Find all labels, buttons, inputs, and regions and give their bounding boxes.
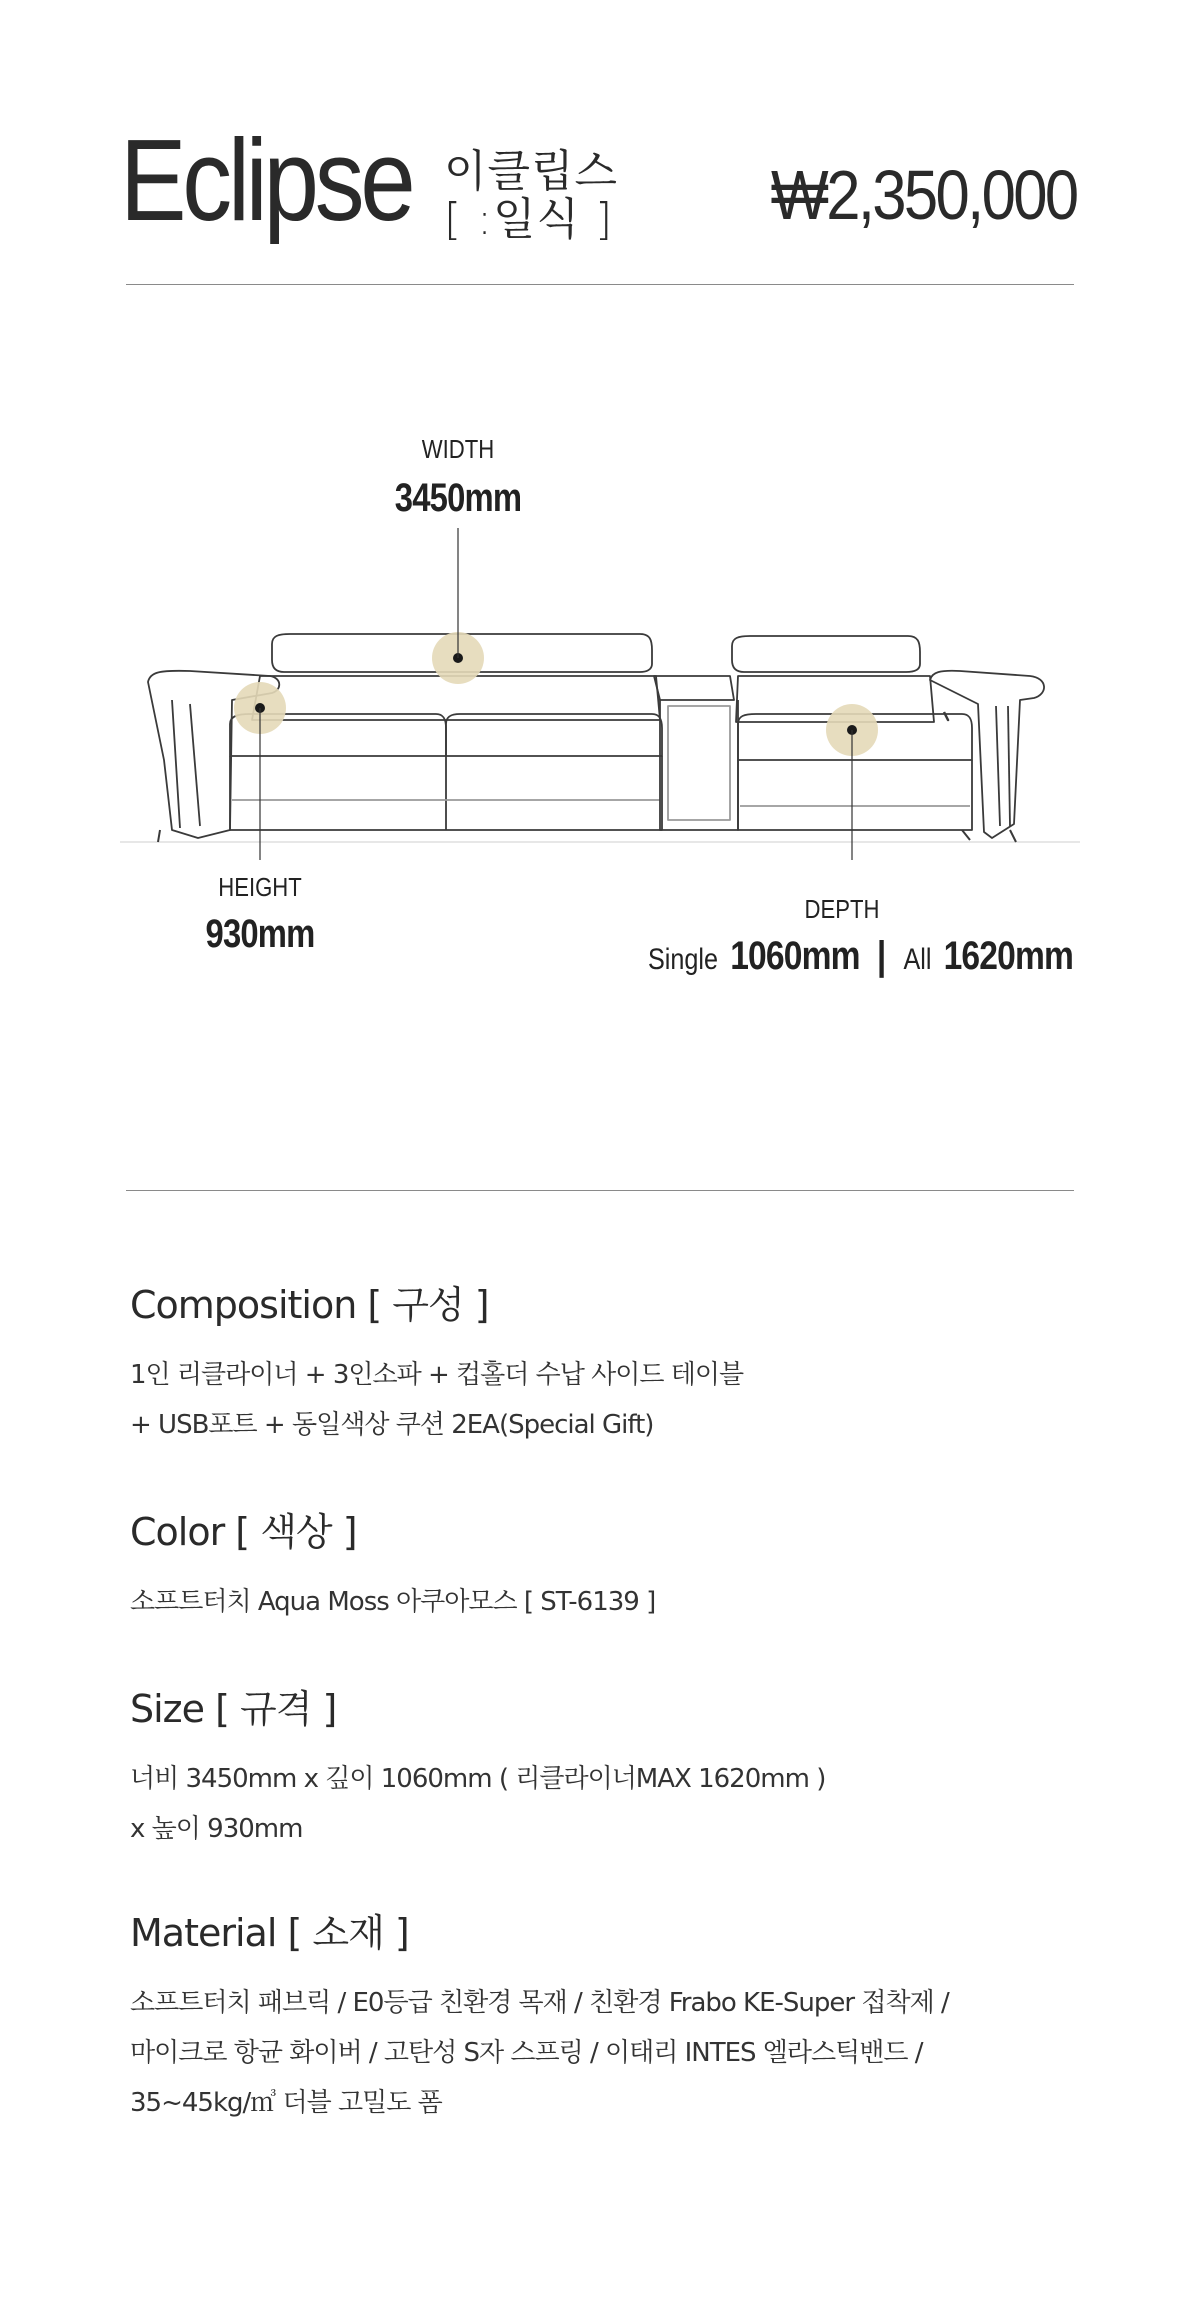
width-value: 3450mm [394, 476, 522, 520]
color-line: 소프트터치 Aqua Moss 아쿠아모스 [ ST-6139 ] [130, 1587, 656, 1617]
depth-label: DEPTH [804, 894, 880, 924]
height-label: HEIGHT [218, 872, 302, 902]
size-line: 너비 3450mm x 깊이 1060mm ( 리클라이너MAX 1620mm ) [130, 1764, 826, 1794]
color-body [130, 1577, 1070, 1627]
material-section [130, 1911, 1070, 2128]
composition-section [130, 1283, 1070, 1450]
color-title: Color [ 색상 ] [130, 1510, 357, 1554]
width-label: WIDTH [421, 434, 495, 464]
depth-all-label: All [903, 943, 932, 976]
material-line: 35~45kg/㎥ 더블 고밀도 폼 [130, 2088, 442, 2118]
product-name-en: Eclipse [120, 115, 412, 245]
depth-values [648, 934, 1073, 979]
size-line: x 높이 930mm [130, 1814, 303, 1844]
depth-single-label: Single [648, 943, 719, 976]
composition-title: Composition [ 구성 ] [130, 1283, 489, 1327]
product-name-ko: 이클립스 [444, 146, 619, 197]
size-section [130, 1687, 1070, 1854]
composition-body [130, 1350, 1070, 1450]
material-line: 소프트터치 패브릭 / E0등급 친환경 목재 / 친환경 Frabo KE-Super 접착제 / [130, 1988, 949, 2018]
section-divider [126, 1190, 1074, 1191]
composition-line: 1인 리클라이너 + 3인소파 + 컵홀더 수납 사이드 테이블 [130, 1360, 744, 1390]
material-title: Material [ 소재 ] [130, 1911, 409, 1955]
depth-all-value: 1620mm [943, 934, 1074, 978]
color-section [130, 1510, 1070, 1627]
material-line: 마이크로 항균 화이버 / 고탄성 S자 스프링 / 이태리 INTES 엘라스틱밴드 / [130, 2038, 923, 2068]
sofa-illustration [0, 0, 1200, 1000]
height-value: 930mm [205, 912, 315, 956]
depth-separator: | [876, 934, 887, 978]
size-body [130, 1754, 1070, 1854]
size-title: Size [ 규격 ] [130, 1687, 337, 1731]
product-type: [ :일식 ] [444, 194, 614, 246]
material-body [130, 1978, 1070, 2128]
composition-line: + USB포트 + 동일색상 쿠션 2EA(Special Gift) [130, 1410, 654, 1440]
depth-single-value: 1060mm [730, 934, 860, 978]
product-price: ₩2,350,000 [770, 156, 1076, 234]
